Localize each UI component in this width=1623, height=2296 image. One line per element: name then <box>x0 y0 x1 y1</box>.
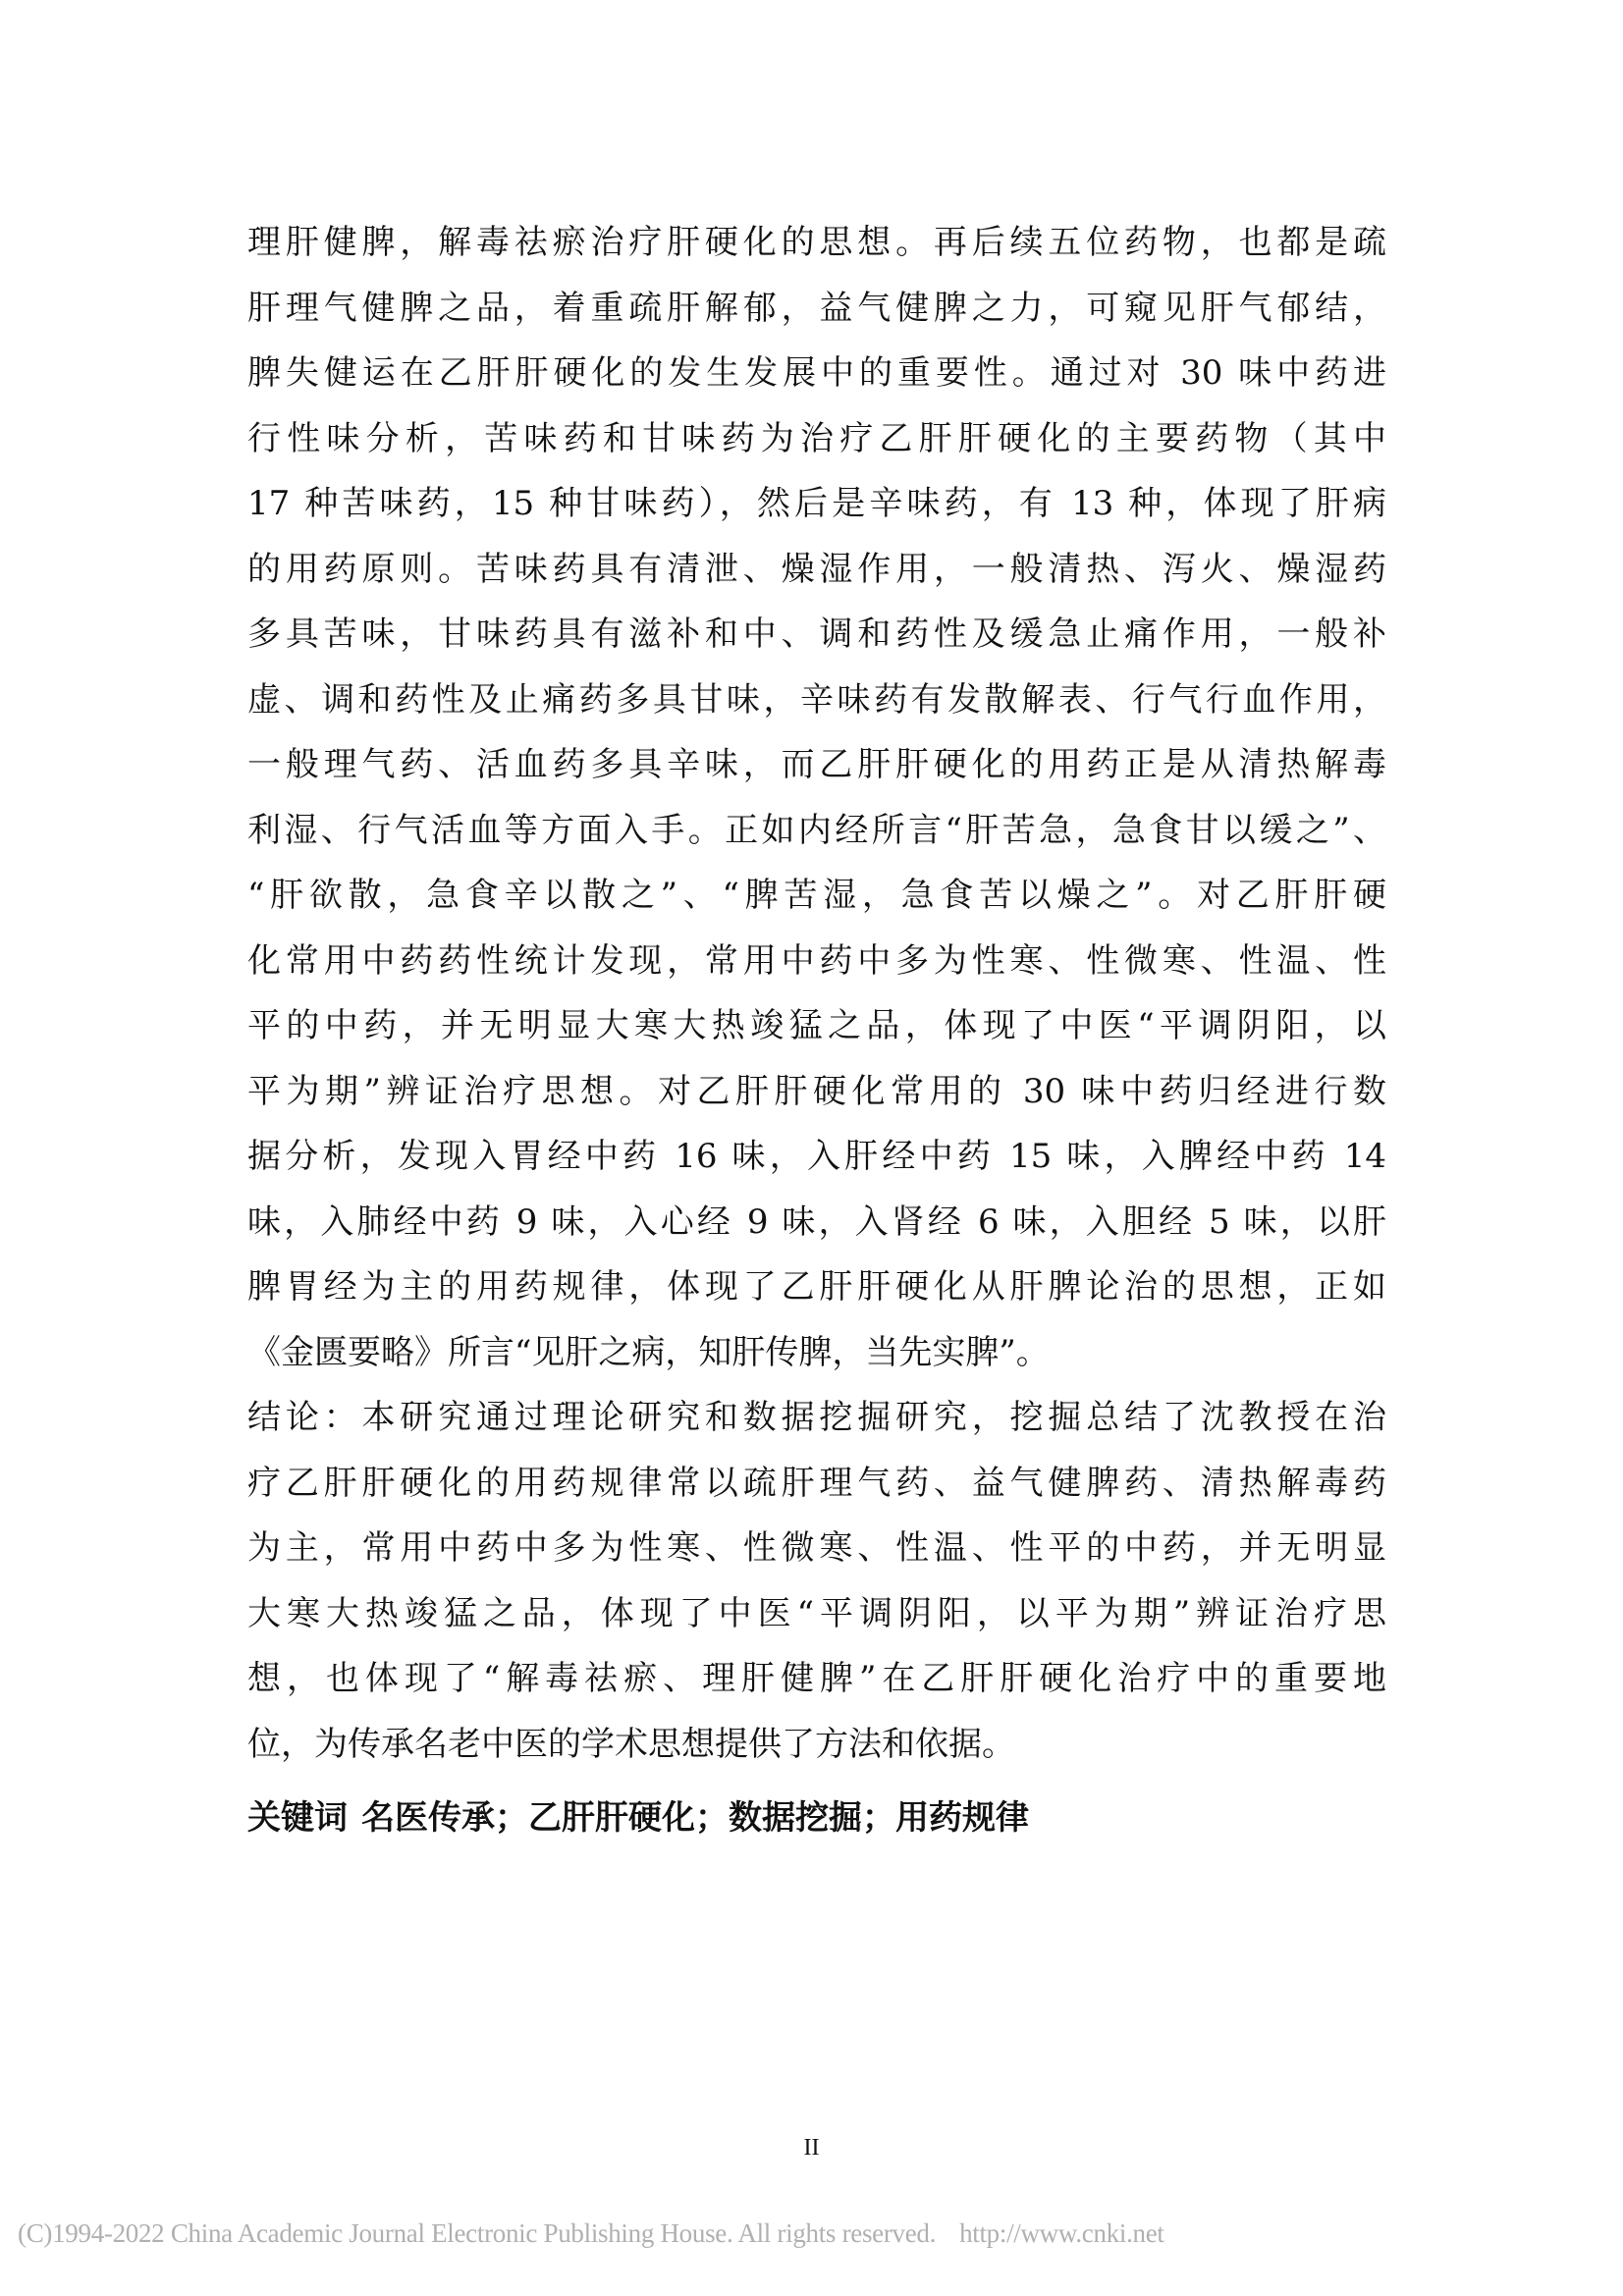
conclusion-line: 大寒大热竣猛之品，体现了中医“平调阴阳，以平为期”辨证治疗思 <box>247 1593 1386 1633</box>
conclusion-line: 想，也体现了“解毒祛瘀、理肝健脾”在乙肝肝硬化治疗中的重要地 <box>247 1659 1386 1698</box>
conclusion-line: 疗乙肝肝硬化的用药规律常以疏肝理气药、益气健脾药、清热解毒药 <box>247 1463 1386 1503</box>
keywords-value: 名医传承；乙肝肝硬化；数据挖掘；用药规律 <box>361 1798 1029 1838</box>
body-line: 《金匮要略》所言“见肝之病，知肝传脾，当先实脾”。 <box>247 1332 1050 1372</box>
copyright-text: (C)1994-2022 China Academic Journal Electronic Publishing House. All rights reserved. <box>18 2218 937 2248</box>
conclusion-line: 为主，常用中药中多为性寒、性微寒、性温、性平的中药，并无明显 <box>247 1528 1386 1568</box>
body-line: 虚、调和药性及止痛药多具甘味，辛味药有发散解表、行气行血作用， <box>247 679 1386 720</box>
copyright-footer <box>18 2218 1164 2249</box>
keywords <box>247 1789 1029 1847</box>
body-line: “肝欲散，急食辛以散之”、“脾苦湿，急食苦以燥之”。对乙肝肝硬 <box>247 876 1386 915</box>
page-number: II <box>803 2135 820 2161</box>
body-line: 多具苦味，甘味药具有滋补和中、调和药性及缓急止痛作用，一般补 <box>247 614 1386 654</box>
abstract-body <box>247 210 1386 1777</box>
body-line: 肝理气健脾之品，着重疏肝解郁，益气健脾之力，可窥见肝气郁结， <box>247 288 1386 328</box>
cnki-url: http://www.cnki.net <box>959 2218 1164 2248</box>
conclusion-line: 结论：本研究通过理论研究和数据挖掘研究，挖掘总结了沈教授在治 <box>247 1398 1386 1437</box>
body-line: 平的中药，并无明显大寒大热竣猛之品，体现了中医“平调阴阳，以 <box>247 1006 1386 1045</box>
body-line: 一般理气药、活血药多具辛味，而乙肝肝硬化的用药正是从清热解毒 <box>247 745 1386 784</box>
body-line: 据分析，发现入胃经中药 16 味，入肝经中药 15 味，入脾经中药 14 <box>247 1137 1386 1176</box>
body-line: 理肝健脾，解毒祛瘀治疗肝硬化的思想。再后续五位药物，也都是疏 <box>247 223 1386 262</box>
body-line: 平为期”辨证治疗思想。对乙肝肝硬化常用的 30 味中药归经进行数 <box>247 1071 1386 1111</box>
body-line: 的用药原则。苦味药具有清泄、燥湿作用，一般清热、泻火、燥湿药 <box>247 549 1386 589</box>
body-line: 利湿、行气活血等方面入手。正如内经所言“肝苦急，急食甘以缓之”、 <box>247 810 1386 850</box>
body-line: 化常用中药药性统计发现，常用中药中多为性寒、性微寒、性温、性 <box>247 940 1386 981</box>
body-line: 行性味分析，苦味药和甘味药为治疗乙肝肝硬化的主要药物（其中 <box>247 418 1386 458</box>
body-line: 17 种苦味药，15 种甘味药），然后是辛味药，有 13 种，体现了肝病 <box>247 484 1386 523</box>
body-line: 脾胃经为主的用药规律，体现了乙肝肝硬化从肝脾论治的思想，正如 <box>247 1267 1386 1307</box>
body-line: 脾失健运在乙肝肝硬化的发生发展中的重要性。通过对 30 味中药进 <box>247 353 1386 393</box>
body-line: 味，入肺经中药 9 味，入心经 9 味，入肾经 6 味，入胆经 5 味，以肝 <box>247 1201 1386 1242</box>
conclusion-line: 位，为传承名老中医的学术思想提供了方法和依据。 <box>247 1724 1015 1764</box>
keywords-label: 关键词 <box>247 1798 348 1838</box>
